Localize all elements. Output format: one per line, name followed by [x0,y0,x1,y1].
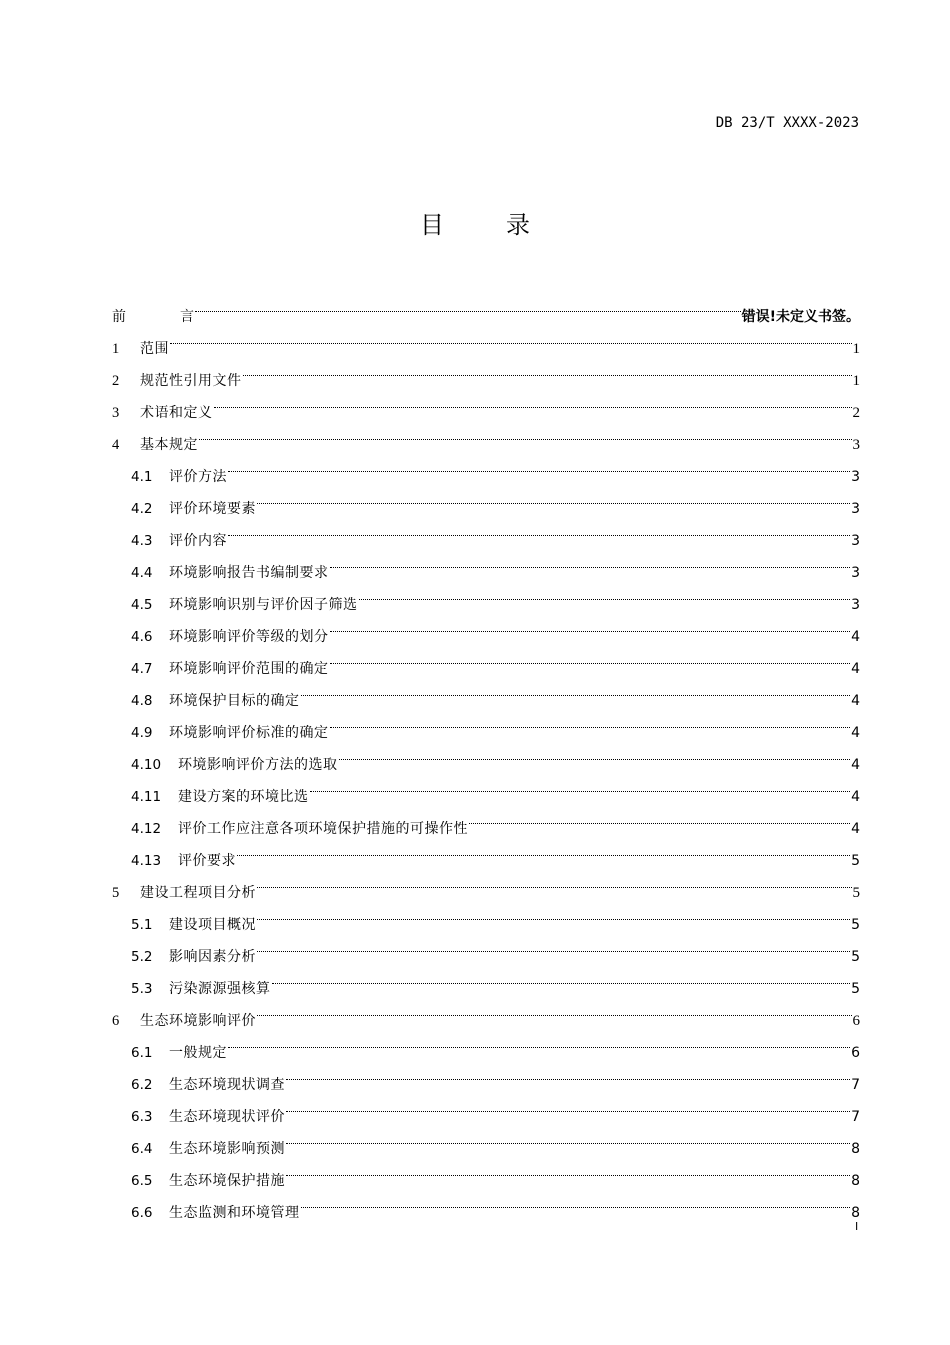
document-code: DB 23/T XXXX-2023 [715,115,859,131]
toc-entry-number: 6.6 [131,1205,153,1221]
toc-entry[interactable] [112,385,860,421]
toc-entry-number: 4.1 [131,469,153,485]
toc-entry-label: 生态监测和环境管理 [169,1205,300,1221]
toc-entry-label: 环境影响识别与评价因子筛选 [169,597,358,613]
toc-entry-number: 4.7 [131,661,153,677]
toc-entry-number: 6.4 [131,1141,153,1157]
toc-entry-label: 建设项目概况 [169,917,256,933]
toc-entry-label: 评价工作应注意各项环境保护措施的可操作性 [178,821,468,837]
toc-entry-number: 4 [112,437,120,453]
toc-entry[interactable] [112,321,860,357]
page-title [0,205,950,240]
toc-entry-page: 8 [851,1173,860,1189]
toc-entry-number: 4.5 [131,597,153,613]
toc-entry-page: 3 [851,469,860,485]
toc-entry-label: 评价内容 [169,533,227,549]
toc-entry-number: 4.2 [131,501,153,517]
toc-entry-label: 前 言 [112,309,194,325]
toc-entry-number: 6.1 [131,1045,153,1061]
toc-entry-label: 环境影响评价等级的划分 [169,629,329,645]
toc-entry-page: 3 [851,533,860,549]
dot-leader [330,641,851,673]
toc-entry-number: 4.4 [131,565,153,581]
dot-leader [301,1185,851,1217]
toc-entry-page: 4 [851,629,860,645]
dot-leader [257,929,850,961]
toc-entry-number: 5.2 [131,949,153,965]
toc-entry-number: 5.3 [131,981,153,997]
dot-leader [195,289,741,321]
toc-entry-number: 4.8 [131,693,153,709]
toc-entry-label: 环境保护目标的确定 [169,693,300,709]
toc-entry-label: 环境影响评价范围的确定 [169,661,329,677]
toc-entry-number: 4.12 [131,821,162,837]
toc-entry-page: 5 [851,917,860,933]
dot-leader [286,1153,850,1185]
dot-leader [272,961,851,993]
dot-leader [257,993,852,1025]
toc-entry-page: 4 [851,725,860,741]
dot-leader [469,801,850,833]
page-number: I [855,1220,859,1233]
toc-entry-preface[interactable] [112,289,860,325]
toc-entry-number: 5.1 [131,917,153,933]
dot-leader [199,417,852,449]
toc-entry-page: 7 [851,1109,860,1125]
dot-leader [359,577,851,609]
toc-entry-label: 评价环境要素 [169,501,256,517]
toc-entry-label: 生态环境保护措施 [169,1173,285,1189]
toc-entry-number: 6 [112,1013,120,1029]
toc-entry-label: 建设方案的环境比选 [178,789,309,805]
toc-entry-page: 5 [851,981,860,997]
dot-leader [228,1025,850,1057]
toc-entry-page: 1 [852,341,860,357]
dot-leader [286,1089,850,1121]
dot-leader [330,705,851,737]
toc-entry-label: 生态环境影响预测 [169,1141,285,1157]
toc-entry[interactable] [112,353,860,389]
dot-leader [330,609,851,641]
toc-entry-page: 2 [852,405,860,421]
toc-entry-number: 6.3 [131,1109,153,1125]
toc-entry-page: 1 [852,373,860,389]
toc-entry-page: 3 [851,597,860,613]
toc-entry-number: 1 [112,341,120,357]
toc-entry-page: 4 [851,757,860,773]
dot-leader [243,353,852,385]
dot-leader [301,673,851,705]
toc-entry-page: 8 [851,1141,860,1157]
toc-entry-label: 污染源源强核算 [169,981,271,997]
toc-entry[interactable] [112,417,860,453]
toc-entry-page: 5 [851,949,860,965]
toc-entry-page: 4 [851,789,860,805]
toc-entry-number: 6.5 [131,1173,153,1189]
toc-entry-label: 影响因素分析 [169,949,256,965]
toc-entry-label: 范围 [140,341,169,357]
toc-entry-number: 4.10 [131,757,162,773]
toc-entry-page: 5 [851,853,860,869]
dot-leader [339,737,851,769]
toc-entry-label: 生态环境现状调查 [169,1077,285,1093]
dot-leader [286,1057,850,1089]
toc-entry-label: 环境影响评价标准的确定 [169,725,329,741]
toc-entry-label: 环境影响评价方法的选取 [178,757,338,773]
dot-leader [330,545,851,577]
toc-entry-label: 术语和定义 [140,405,213,421]
toc-entry-number: 6.2 [131,1077,153,1093]
dot-leader [286,1121,850,1153]
toc-entry-page: 7 [851,1077,860,1093]
toc-entry-page: 4 [851,661,860,677]
title-char-2: 录 [506,211,530,239]
toc-entry-label: 规范性引用文件 [140,373,242,389]
toc-entry-label: 基本规定 [140,437,198,453]
toc-entry-page: 4 [851,821,860,837]
dot-leader [214,385,852,417]
dot-leader [237,833,850,865]
toc-entry-page: 3 [852,437,860,453]
table-of-contents [112,289,860,1221]
toc-entry-page: 3 [851,501,860,517]
toc-entry-page: 5 [852,885,860,901]
toc-entry-page: 4 [851,693,860,709]
toc-entry-number: 4.9 [131,725,153,741]
dot-leader [310,769,851,801]
toc-entry-number: 4.6 [131,629,153,645]
dot-leader [257,865,852,897]
dot-leader [228,449,850,481]
toc-entry-label: 评价要求 [178,853,236,869]
dot-leader [228,513,850,545]
toc-entry-page: 错误!未定义书签。 [741,309,860,325]
toc-entry-number: 5 [112,885,120,901]
toc-entry-number: 4.13 [131,853,162,869]
dot-leader [257,481,850,513]
toc-entry-label: 建设工程项目分析 [140,885,256,901]
toc-entry-label: 一般规定 [169,1045,227,1061]
toc-entry-page: 6 [851,1045,860,1061]
toc-entry-label: 评价方法 [169,469,227,485]
toc-entry-page: 6 [852,1013,860,1029]
toc-entry-number: 2 [112,373,120,389]
title-char-1: 目 [420,211,444,239]
dot-leader [170,321,852,353]
toc-entry-number: 4.3 [131,533,153,549]
toc-entry-label: 环境影响报告书编制要求 [169,565,329,581]
toc-entry-label: 生态环境影响评价 [140,1013,256,1029]
toc-entry-page: 3 [851,565,860,581]
toc-entry-number: 4.11 [131,789,162,805]
toc-entry-number: 3 [112,405,120,421]
toc-entry[interactable] [112,449,860,485]
toc-entry-page: 8 [851,1205,860,1221]
toc-entry-label: 生态环境现状评价 [169,1109,285,1125]
dot-leader [257,897,850,929]
